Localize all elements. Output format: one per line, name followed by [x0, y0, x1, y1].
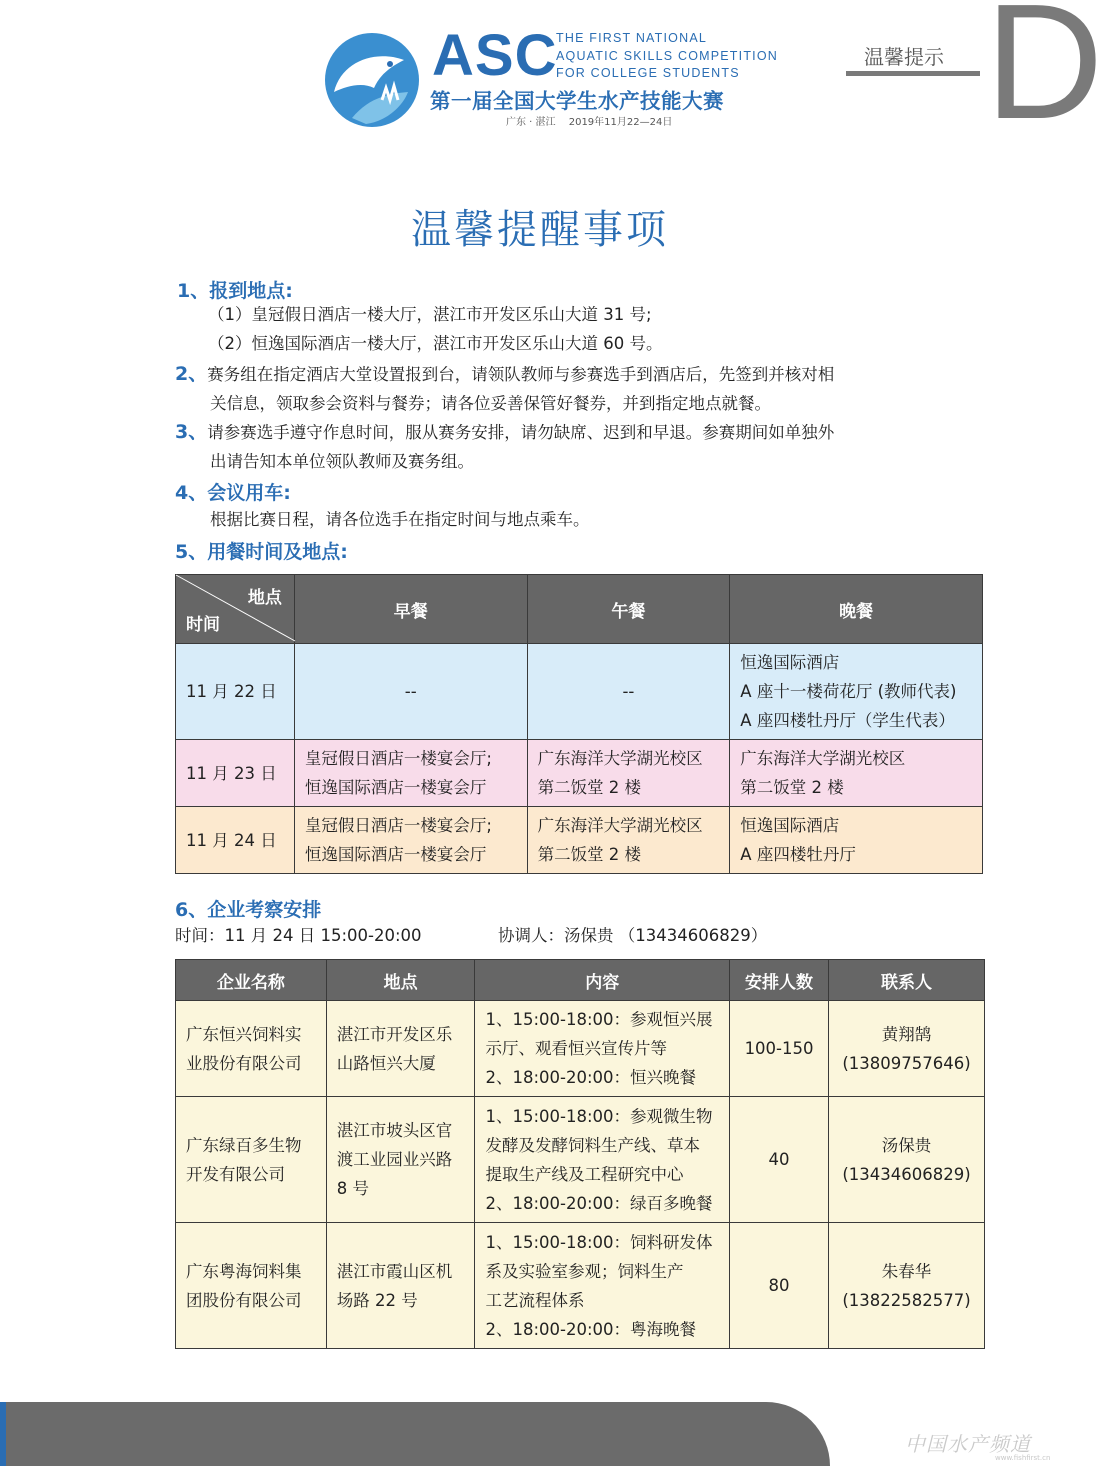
- cell-line: 皇冠假日酒店一楼宴会厅;: [304, 816, 492, 835]
- company-cell: [176, 1001, 327, 1097]
- content-cell: [475, 1223, 730, 1349]
- place-cell: [326, 1001, 475, 1097]
- watermark: 中国水产频道: [905, 1432, 1031, 1456]
- column-header: 企业名称: [176, 960, 327, 1001]
- section-letter: D: [985, 0, 1103, 153]
- cell-line: (13822582577): [842, 1290, 971, 1310]
- cell-line: 朱春华: [881, 1261, 932, 1281]
- cell-line: 发酵及发酵饲料生产线、草本: [485, 1135, 700, 1155]
- date-cell: 11 月 24 日: [176, 807, 295, 874]
- corner-label-place: 地点: [247, 588, 282, 608]
- corner-label-time: 时间: [186, 615, 220, 635]
- table-row: [176, 740, 983, 807]
- cell-line: 湛江市开发区乐: [336, 1024, 453, 1044]
- cell-line: A 座四楼牡丹厅: [740, 845, 856, 864]
- footer-accent: [0, 1402, 6, 1466]
- section-1-line: （1）皇冠假日酒店一楼大厅，湛江市开发区乐山大道 31 号;: [208, 305, 652, 324]
- company-visit-table: [175, 959, 985, 1349]
- meal-schedule-table: [175, 574, 983, 874]
- cell-line: 提取生产线及工程研究中心: [485, 1164, 684, 1184]
- column-header: 内容: [475, 960, 730, 1001]
- cell-line: 1、15:00-18:00：参观恒兴展: [485, 1010, 713, 1029]
- cell-line: 第二饭堂 2 楼: [537, 778, 642, 797]
- section-6-heading: [175, 895, 321, 922]
- table-row: [176, 1097, 985, 1223]
- visit-coordinator: 协调人：汤保贵 （13434606829）: [498, 926, 768, 945]
- cell-line: 系及实验室参观；饲料生产: [485, 1261, 684, 1281]
- table-row: [176, 807, 983, 874]
- section-number: 5、: [175, 541, 208, 563]
- section-label: 温馨提示: [864, 45, 944, 69]
- cell-line: 广东海洋大学湖光校区: [537, 816, 703, 835]
- breakfast-cell: --: [294, 644, 527, 740]
- breakfast-cell: [294, 807, 527, 874]
- cell-line: 2、18:00-20:00：粤海晚餐: [485, 1319, 697, 1339]
- lunch-cell: --: [527, 644, 730, 740]
- table-row: [176, 644, 983, 740]
- section-2-line: 关信息，领取参会资料与餐券；请各位妥善保管好餐券，并到指定地点就餐。: [210, 394, 771, 413]
- table-header-row: [176, 575, 983, 644]
- cell-line: 业股份有限公司: [186, 1053, 302, 1073]
- cell-line: 1、15:00-18:00：饲料研发体: [485, 1232, 713, 1252]
- cell-line: 广东粤海饲料集: [186, 1261, 302, 1281]
- company-cell: [176, 1223, 327, 1349]
- cell-line: 广东绿百多生物: [186, 1135, 302, 1155]
- cell-line: 渡工业园业兴路: [336, 1150, 453, 1169]
- lunch-cell: [527, 807, 730, 874]
- section-2-paragraph: [175, 360, 834, 389]
- section-4-heading: [175, 478, 291, 505]
- count-cell: 80: [730, 1223, 829, 1349]
- company-cell: [176, 1097, 327, 1223]
- cell-line: 恒逸国际酒店一楼宴会厅: [304, 845, 487, 864]
- cell-line: 山路恒兴大厦: [336, 1053, 436, 1073]
- table-header-row: [176, 960, 985, 1001]
- page-title: 温馨提醒事项: [411, 207, 669, 253]
- section-3-line: 出请告知本单位领队教师及赛务组。: [210, 452, 474, 471]
- cell-line: 2、18:00-20:00：绿百多晚餐: [485, 1193, 713, 1213]
- column-header: 地点: [326, 960, 475, 1001]
- cell-line: 湛江市坡头区官: [336, 1121, 453, 1140]
- date-cell: 11 月 23 日: [176, 740, 295, 807]
- table-corner-cell: [176, 575, 295, 644]
- cell-line: 1、15:00-18:00：参观微生物: [485, 1106, 713, 1126]
- section-1-line: （2）恒逸国际酒店一楼大厅，湛江市开发区乐山大道 60 号。: [208, 334, 663, 353]
- cell-line: 第二饭堂 2 楼: [537, 845, 642, 864]
- english-title-line: AQUATIC SKILLS COMPETITION: [556, 48, 778, 63]
- section-number: 3、: [175, 421, 208, 443]
- english-title-line: THE FIRST NATIONAL: [556, 31, 708, 45]
- section-heading-text: 会议用车:: [207, 482, 291, 504]
- column-header: 联系人: [829, 960, 985, 1001]
- column-header: 安排人数: [730, 960, 829, 1001]
- cell-line: (13809757646): [842, 1053, 971, 1073]
- dinner-cell: [730, 740, 983, 807]
- cell-line: 场路 22 号: [336, 1290, 418, 1310]
- cell-line: 汤保贵: [881, 1135, 932, 1155]
- section-number: 6、: [175, 899, 208, 921]
- cell-line: 开发有限公司: [186, 1164, 285, 1184]
- section-3-paragraph: [175, 418, 834, 447]
- cell-line: (13434606829): [842, 1164, 971, 1184]
- logo-text: ASC: [432, 23, 558, 88]
- section-2-line: 赛务组在指定酒店大堂设置报到台，请领队教师与参赛选手到酒店后，先签到并核对相: [207, 365, 835, 384]
- section-number: 1、: [177, 280, 210, 302]
- column-header: 午餐: [527, 575, 730, 644]
- footer-bar: [0, 1402, 830, 1466]
- cell-line: 8 号: [336, 1179, 369, 1198]
- cell-line: 黄翔鹄: [881, 1024, 932, 1044]
- cell-line: 团股份有限公司: [186, 1290, 302, 1310]
- table-row: [176, 1223, 985, 1349]
- table-row: [176, 1001, 985, 1097]
- date-cell: 11 月 22 日: [176, 644, 295, 740]
- dinner-cell: [730, 644, 983, 740]
- section-4-line: 根据比赛日程，请各位选手在指定时间与地点乘车。: [210, 510, 590, 529]
- cell-line: A 座四楼牡丹厅（学生代表）: [740, 711, 955, 730]
- section-number: 4、: [175, 482, 208, 504]
- section-heading-text: 企业考察安排: [207, 899, 322, 921]
- cell-line: 皇冠假日酒店一楼宴会厅;: [304, 749, 492, 768]
- count-cell: 100-150: [730, 1001, 829, 1097]
- count-cell: 40: [730, 1097, 829, 1223]
- cell-line: 广东海洋大学湖光校区: [537, 749, 703, 768]
- column-header: 晚餐: [730, 575, 983, 644]
- column-header: 早餐: [294, 575, 527, 644]
- content-cell: [475, 1097, 730, 1223]
- contact-cell: [829, 1097, 985, 1223]
- english-title: [556, 30, 778, 83]
- place-cell: [326, 1097, 475, 1223]
- section-3-line: 请参赛选手遵守作息时间，服从赛务安排，请勿缺席、迟到和早退。参赛期间如单独外: [207, 423, 835, 442]
- cell-line: 恒逸国际酒店一楼宴会厅: [304, 778, 487, 797]
- lunch-cell: [527, 740, 730, 807]
- cell-line: 恒逸国际酒店: [740, 653, 840, 672]
- cell-line: 广东海洋大学湖光校区: [740, 749, 906, 768]
- contact-cell: [829, 1001, 985, 1097]
- cell-line: 2、18:00-20:00：恒兴晚餐: [485, 1068, 697, 1087]
- place-cell: [326, 1223, 475, 1349]
- asc-logo-icon: [322, 30, 422, 130]
- contact-cell: [829, 1223, 985, 1349]
- cell-line: 湛江市霞山区机: [336, 1261, 453, 1281]
- section-heading-text: 报到地点:: [209, 280, 293, 302]
- place-date: 广东 · 湛江 2019年11月22—24日: [506, 117, 673, 128]
- cell-line: 广东恒兴饲料实: [186, 1024, 302, 1044]
- content-cell: [475, 1001, 730, 1097]
- dinner-cell: [730, 807, 983, 874]
- competition-title: 第一届全国大学生水产技能大赛: [430, 89, 724, 113]
- breakfast-cell: [294, 740, 527, 807]
- cell-line: 恒逸国际酒店: [740, 816, 840, 835]
- section-heading-text: 用餐时间及地点:: [207, 541, 348, 563]
- section-5-heading: [175, 537, 348, 564]
- visit-time: 时间：11 月 24 日 15:00-20:00: [175, 926, 422, 945]
- watermark-url: www.fishfirst.cn: [995, 1454, 1051, 1462]
- section-number: 2、: [175, 363, 208, 385]
- section-rule: [846, 71, 980, 76]
- english-title-line: FOR COLLEGE STUDENTS: [556, 66, 740, 80]
- cell-line: 第二饭堂 2 楼: [740, 778, 844, 797]
- cell-line: 工艺流程体系: [485, 1290, 585, 1310]
- section-1-heading: [177, 276, 293, 303]
- cell-line: 示厅、观看恒兴宣传片等: [485, 1039, 667, 1058]
- cell-line: A 座十一楼荷花厅 (教师代表): [740, 682, 957, 701]
